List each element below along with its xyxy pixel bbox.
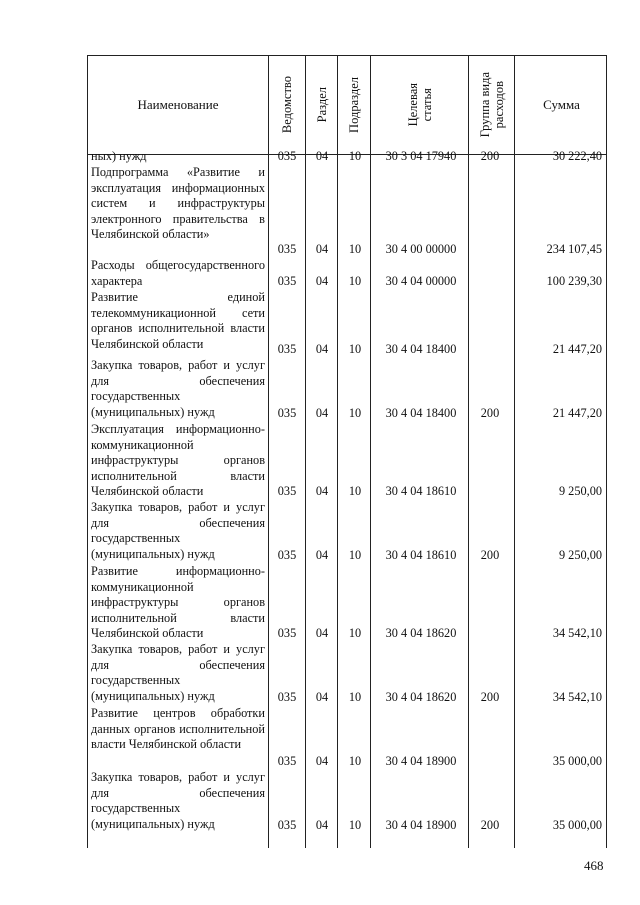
row-podrazdel: 10 xyxy=(348,149,362,163)
row-celevaya-statya: 30 4 04 18610 xyxy=(385,484,457,498)
header-celevaya-statya: Целевая статья xyxy=(405,83,434,127)
row-celevaya-statya: 30 3 04 17940 xyxy=(385,149,457,163)
row-name xyxy=(91,422,265,500)
row-name xyxy=(91,165,265,243)
row-celevaya-statya: 30 4 04 18900 xyxy=(385,818,457,832)
column-divider xyxy=(337,55,338,848)
row-razdel: 04 xyxy=(315,690,329,704)
row-vedomstvo: 035 xyxy=(277,484,297,498)
row-summa: 30 222,40 xyxy=(552,149,602,163)
row-name-text: Закупка товаров, работ и услуг для обеспечения государственных (муниципальных) нужд xyxy=(91,500,265,561)
row-summa: 9 250,00 xyxy=(558,548,602,562)
row-razdel: 04 xyxy=(315,818,329,832)
header-summa: Сумма xyxy=(543,97,580,112)
row-summa: 35 000,00 xyxy=(552,754,602,768)
row-summa: 34 542,10 xyxy=(552,626,602,640)
column-divider xyxy=(305,55,306,848)
column-divider xyxy=(268,55,269,848)
row-razdel: 04 xyxy=(315,626,329,640)
row-podrazdel: 10 xyxy=(348,342,362,356)
row-name-text: Закупка товаров, работ и услуг для обеспечения государственных (муниципальных) нужд xyxy=(91,642,265,703)
column-divider xyxy=(606,55,607,848)
row-name xyxy=(91,500,265,562)
row-name xyxy=(91,258,265,289)
row-podrazdel: 10 xyxy=(348,484,362,498)
row-name-text: Развитие единой телекоммуникационной сети органов исполнительной власти Челябинской области xyxy=(91,290,265,351)
row-razdel: 04 xyxy=(315,242,329,256)
row-celevaya-statya: 30 4 04 18610 xyxy=(385,548,457,562)
row-summa: 234 107,45 xyxy=(546,242,602,256)
row-podrazdel: 10 xyxy=(348,242,362,256)
row-gruppa: 200 xyxy=(480,818,500,832)
row-celevaya-statya: 30 4 04 18400 xyxy=(385,406,457,420)
row-vedomstvo: 035 xyxy=(277,754,297,768)
page-number: 468 xyxy=(584,858,604,873)
row-name-text: Подпрограмма «Развитие и эксплуатация информационных систем и инфраструктуры электронного правительства в Челябинской области» xyxy=(91,165,265,242)
row-podrazdel: 10 xyxy=(348,548,362,562)
header-razdel: Раздел xyxy=(314,87,329,123)
row-celevaya-statya: 30 4 04 00000 xyxy=(385,274,457,288)
row-summa: 34 542,10 xyxy=(552,690,602,704)
column-divider xyxy=(370,55,371,848)
row-celevaya-statya: 30 4 04 18620 xyxy=(385,690,457,704)
row-vedomstvo: 035 xyxy=(277,818,297,832)
row-podrazdel: 10 xyxy=(348,406,362,420)
row-name xyxy=(91,358,265,420)
row-vedomstvo: 035 xyxy=(277,342,297,356)
row-name xyxy=(91,770,265,832)
row-name-text: Закупка товаров, работ и услуг для обеспечения государственных (муниципальных) нужд xyxy=(91,358,265,419)
row-vedomstvo: 035 xyxy=(277,690,297,704)
row-summa: 21 447,20 xyxy=(552,342,602,356)
column-divider xyxy=(468,55,469,848)
row-vedomstvo: 035 xyxy=(277,406,297,420)
row-vedomstvo: 035 xyxy=(277,626,297,640)
row-vedomstvo: 035 xyxy=(277,149,297,163)
row-gruppa: 200 xyxy=(480,149,500,163)
row-podrazdel: 10 xyxy=(348,274,362,288)
row-vedomstvo: 035 xyxy=(277,548,297,562)
row-name-text: Развитие центров обработки данных органов исполнительной власти Челябинской области xyxy=(91,706,265,752)
row-name xyxy=(91,149,265,165)
header-gruppa-vida-rashodov: Группа вида расходов xyxy=(477,72,506,138)
row-celevaya-statya: 30 4 04 18900 xyxy=(385,754,457,768)
row-razdel: 04 xyxy=(315,484,329,498)
row-razdel: 04 xyxy=(315,149,329,163)
row-name-text: Эксплуатация информационно-коммуникационной инфраструктуры органов исполнительной власти Челябинской области xyxy=(91,422,265,499)
row-razdel: 04 xyxy=(315,274,329,288)
row-celevaya-statya: 30 4 04 18620 xyxy=(385,626,457,640)
row-vedomstvo: 035 xyxy=(277,274,297,288)
row-summa: 21 447,20 xyxy=(552,406,602,420)
row-podrazdel: 10 xyxy=(348,626,362,640)
row-razdel: 04 xyxy=(315,754,329,768)
row-gruppa: 200 xyxy=(480,406,500,420)
row-name-text: Закупка товаров, работ и услуг для обеспечения государственных (муниципальных) нужд xyxy=(91,770,265,831)
column-divider xyxy=(514,55,515,848)
row-name-text: Развитие информационно-коммуникационной инфраструктуры органов исполнительной власти Челябинской области xyxy=(91,564,265,641)
column-divider xyxy=(87,55,88,848)
row-gruppa: 200 xyxy=(480,690,500,704)
header-name: Наименование xyxy=(137,97,219,112)
header-vedomstvo: Ведомство xyxy=(280,76,294,134)
row-podrazdel: 10 xyxy=(348,754,362,768)
row-name xyxy=(91,706,265,753)
row-razdel: 04 xyxy=(315,406,329,420)
row-summa: 9 250,00 xyxy=(558,484,602,498)
row-razdel: 04 xyxy=(315,548,329,562)
row-celevaya-statya: 30 4 00 00000 xyxy=(385,242,457,256)
row-podrazdel: 10 xyxy=(348,818,362,832)
row-name-text: Расходы общегосударственного характера xyxy=(91,258,265,288)
row-name-text: ных) нужд xyxy=(91,149,147,163)
row-gruppa: 200 xyxy=(480,548,500,562)
row-razdel: 04 xyxy=(315,342,329,356)
row-podrazdel: 10 xyxy=(348,690,362,704)
row-name xyxy=(91,290,265,352)
row-vedomstvo: 035 xyxy=(277,242,297,256)
row-name xyxy=(91,564,265,642)
row-celevaya-statya: 30 4 04 18400 xyxy=(385,342,457,356)
row-name xyxy=(91,642,265,704)
row-summa: 35 000,00 xyxy=(552,818,602,832)
row-summa: 100 239,30 xyxy=(546,274,602,288)
header-podrazdel: Подраздел xyxy=(347,77,361,133)
